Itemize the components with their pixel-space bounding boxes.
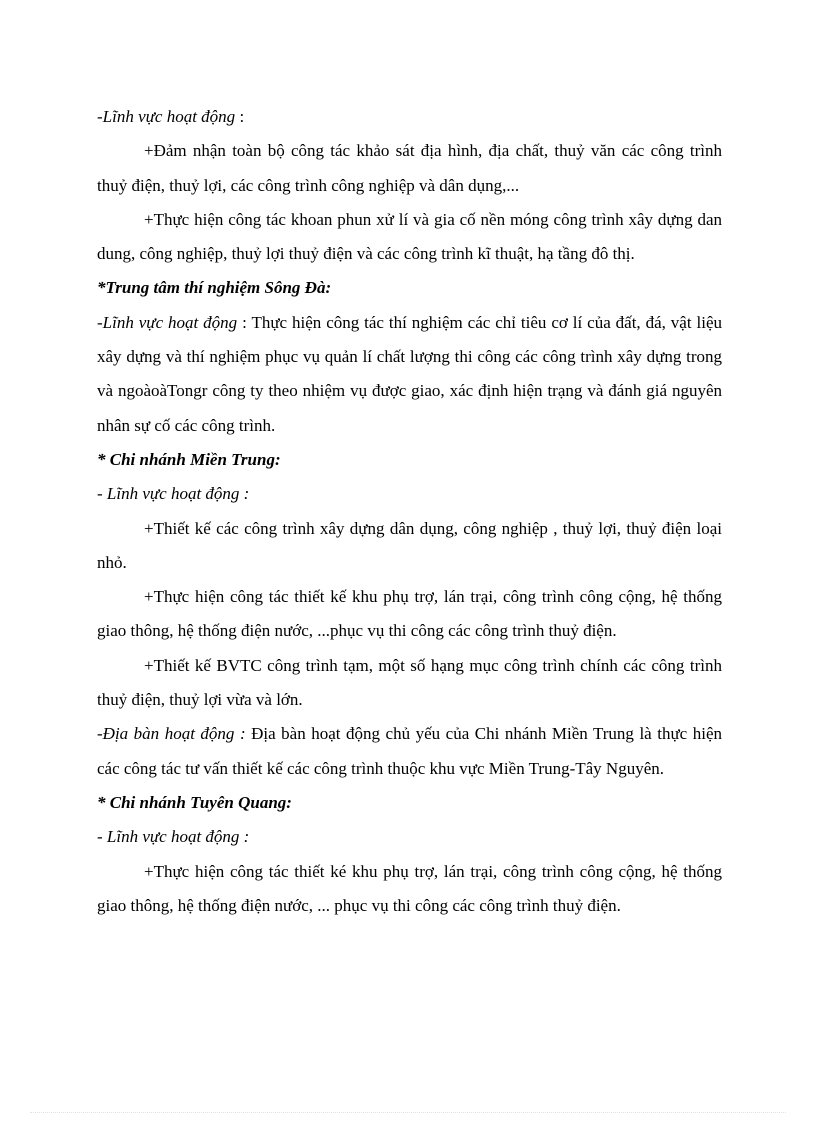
tuyen-quang-support-paragraph: +Thực hiện công tác thiết ké khu phụ trợ, lán trại, công trình công cộng, hệ thống giao thông, hệ thống điện nước, ... phục vụ thi công các công trình thuỷ điện. xyxy=(97,861,722,915)
mien-trung-activity-label: - Lĩnh vực hoạt động : xyxy=(97,484,250,504)
mien-trung-area-paragraph xyxy=(97,717,722,786)
mien-trung-area-text: Địa bàn hoạt động chủ yếu của Chi nhánh Miền Trung là thực hiện các công tác tư vấn thiết kế các công trình thuộc khu vực Miền Trung-Tây Nguyên. xyxy=(97,724,722,778)
mien-trung-support-paragraph: +Thực hiện công tác thiết kế khu phụ trợ, lán trại, công trình công cộng, hệ thống giao thông, hệ thống điện nước, ...phục vụ thi công các công trình thuỷ điện. xyxy=(97,587,722,641)
mien-trung-area-label: -Địa bàn hoạt động : xyxy=(97,724,252,744)
tuyen-quang-activity-label: - Lĩnh vực hoạt động : xyxy=(97,827,250,847)
section-heading-tuyen-quang: * Chi nhánh Tuyên Quang: xyxy=(97,792,292,812)
activity-field-paragraph xyxy=(97,100,722,134)
section-heading-song-da-lab: *Trung tâm thí nghiệm Sông Đà: xyxy=(97,278,332,298)
section-heading-mien-trung: * Chi nhánh Miền Trung: xyxy=(97,449,281,469)
lab-activity-text: : Thực hiện công tác thí nghiệm các chỉ tiêu cơ lí của đất, đá, vật liệu xây dựng và thí nghiệm phục vụ quản lí chất lượng thi công các công trình xây dựng trong và ngoàoàTongr công ty theo nhiệm vụ được giao, xác định hiện trạng và đánh giá nguyên nhân sự cố các công trình. xyxy=(97,312,722,435)
mien-trung-design-paragraph: +Thiết kế các công trình xây dựng dân dụng, công nghiệp , thuỷ lợi, thuỷ điện loại nhỏ. xyxy=(97,518,722,572)
page-bottom-divider xyxy=(30,1112,786,1113)
document-page xyxy=(97,100,722,923)
drilling-paragraph: +Thực hiện công tác khoan phun xử lí và gia cố nền móng công trình xây dựng dan dung, công nghiệp, thuỷ lợi thuỷ điện và các công trình kĩ thuật, hạ tầng đô thị. xyxy=(97,209,722,264)
activity-field-label: -Lĩnh vực hoạt động xyxy=(97,107,240,126)
lab-activity-label: -Lĩnh vực hoạt động xyxy=(97,312,243,332)
survey-paragraph: +Đảm nhận toàn bộ công tác khảo sát địa hình, địa chất, thuỷ văn các công trình thuỷ điện, thuỷ lợi, các công trình công nghiệp và dân dụng,... xyxy=(97,141,722,195)
lab-activity-paragraph xyxy=(97,306,722,443)
mien-trung-bvtc-paragraph: +Thiết kế BVTC công trình tạm, một số hạng mục công trình chính các công trình thuỷ điện, thuỷ lợi vừa và lớn. xyxy=(97,655,722,710)
activity-field-text: : xyxy=(239,107,245,126)
